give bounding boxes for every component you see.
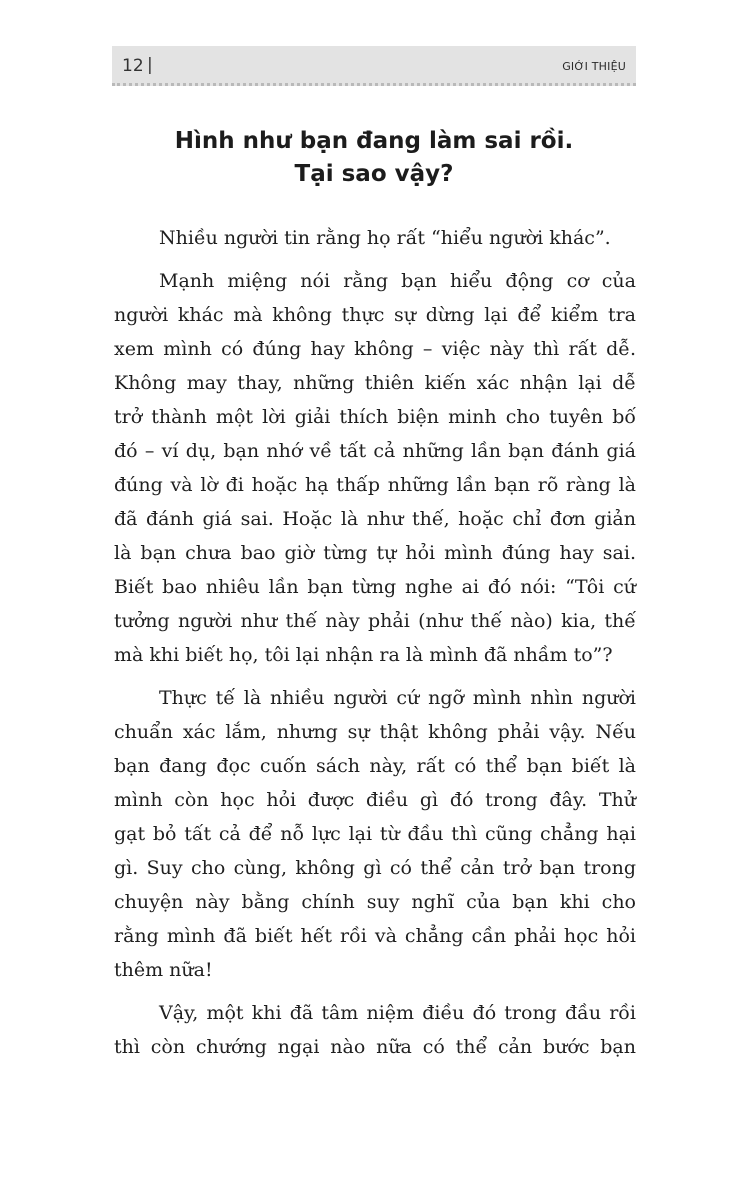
text-line: gì. Suy cho cùng, không gì có thể cản trở bạn trong — [114, 857, 636, 879]
page-number: 12 — [122, 56, 144, 76]
text-line: là bạn chưa bao giờ từng tự hỏi mình đúng hay sai. — [114, 542, 636, 564]
text-line: xem mình có đúng hay không – việc này thì rất dễ. — [114, 338, 636, 360]
text-line: chuyện này bằng chính suy nghĩ của bạn khi cho — [114, 891, 636, 913]
paragraph-4 — [114, 996, 636, 1064]
section-label: GIỚI THIỆU — [562, 60, 626, 73]
body-text — [114, 221, 636, 1073]
title-line-1: Hình như bạn đang làm sai rồi. — [174, 128, 574, 154]
paragraph-1 — [114, 221, 636, 255]
text-line: Vậy, một khi đã tâm niệm điều đó trong đầu rồi — [159, 1002, 636, 1024]
header-separator: | — [147, 55, 153, 75]
text-line: chuẩn xác lắm, nhưng sự thật không phải vậy. Nếu — [114, 721, 636, 743]
text-line: rằng mình đã biết hết rồi và chẳng cần phải học hỏi — [114, 925, 636, 947]
text-line: đã đánh giá sai. Hoặc là như thế, hoặc chỉ đơn giản — [114, 508, 636, 530]
text-line: trở thành một lời giải thích biện minh cho tuyên bố — [114, 406, 636, 428]
text-line: mình còn học hỏi được điều gì đó trong đây. Thử — [114, 789, 636, 811]
text-line: Nhiều người tin rằng họ rất “hiểu người khác”. — [159, 227, 611, 249]
text-line: gạt bỏ tất cả để nỗ lực lại từ đầu thì cũng chẳng hại — [114, 823, 636, 845]
text-line: thêm nữa! — [114, 959, 213, 981]
text-line: Biết bao nhiêu lần bạn từng nghe ai đó nói: “Tôi cứ — [114, 576, 636, 598]
text-line: đúng và lờ đi hoặc hạ thấp những lần bạn rõ ràng là — [114, 474, 636, 496]
text-line: bạn đang đọc cuốn sách này, rất có thể bạn biết là — [114, 755, 636, 777]
text-line: người khác mà không thực sự dừng lại để kiểm tra — [114, 304, 636, 326]
text-line: thì còn chướng ngại nào nữa có thể cản bước bạn — [114, 1036, 636, 1058]
text-line: Thực tế là nhiều người cứ ngỡ mình nhìn người — [159, 687, 636, 709]
text-line: tưởng người như thế này phải (như thế nào) kia, thế — [114, 610, 636, 632]
title-line-2: Tại sao vậy? — [294, 161, 454, 187]
text-line: đó – ví dụ, bạn nhớ về tất cả những lần bạn đánh giá — [114, 440, 636, 462]
chapter-title — [112, 125, 636, 191]
paragraph-2 — [114, 264, 636, 672]
text-line: mà khi biết họ, tôi lại nhận ra là mình đã nhầm to”? — [114, 644, 613, 666]
text-line: Không may thay, những thiên kiến xác nhận lại dễ — [114, 372, 636, 394]
text-line: Mạnh miệng nói rằng bạn hiểu động cơ của — [159, 270, 636, 292]
running-header — [112, 46, 636, 86]
paragraph-3 — [114, 681, 636, 987]
